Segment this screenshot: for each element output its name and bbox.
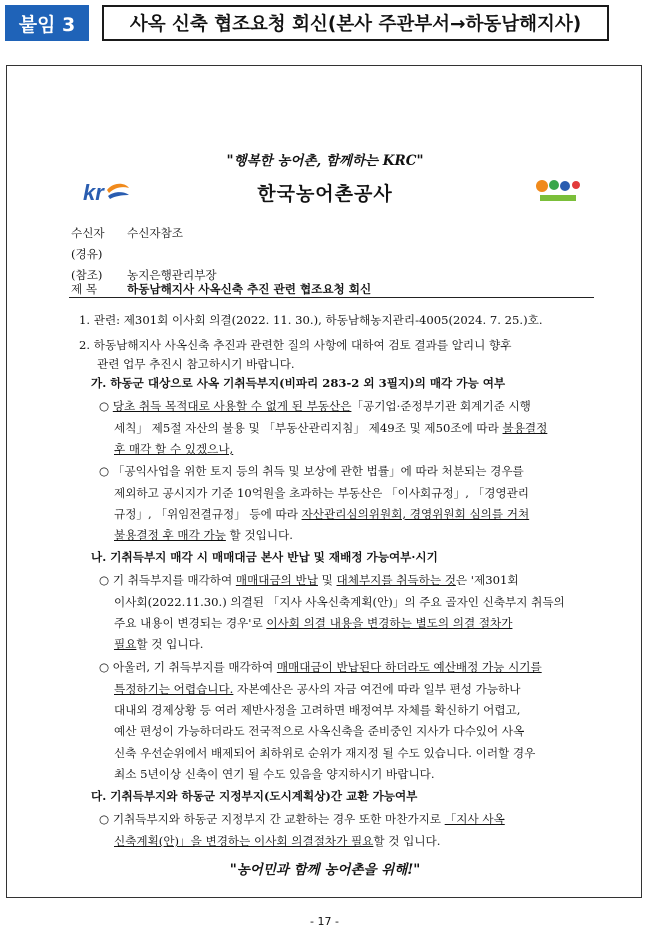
a2-line-1: [99, 464, 524, 478]
bullet-icon: ○: [99, 573, 110, 587]
a2-line-3: [114, 507, 529, 521]
a2-line-3-text: 규정」, 「위임전결규정」 등에 따라: [114, 507, 302, 521]
a2-line-4-underlined: 불용결정 후 매각 가능: [114, 528, 226, 542]
a2-line-3-underlined: 자산관리심의위원회, 경영위원회 심의를 거쳐: [301, 507, 530, 521]
subject-row: [71, 282, 371, 296]
page-number: - 17 -: [310, 915, 339, 928]
organization-name: 한국농어촌공사: [257, 183, 393, 205]
slogan-top: "행복한 농어촌, 함께하는 KRC": [226, 153, 424, 169]
recipient-value: 수신자참조: [127, 226, 183, 240]
a1-line-1-rest: 「공기업·준정부기관 회계기준 시행: [351, 399, 531, 413]
appendix-badge: 붙임 3: [5, 5, 89, 41]
reference-value: 농지은행관리부장: [127, 268, 217, 282]
section-a-heading: 가. 하동군 대상으로 사옥 기취득부지(비파리 283-2 외 3필지)의 매각 가능 여부: [91, 376, 506, 390]
b2-line-1-underlined: 매매대금이 반납된다 하더라도 예산배정 가능 시기를: [276, 660, 542, 674]
b1-line-1-underlined-1: 매매대금의 반납: [235, 573, 318, 587]
b2-line-6: 최소 5년이상 신축이 연기 될 수도 있음을 양지하시기 바랍니다.: [114, 767, 435, 781]
reference-label: (참조): [71, 268, 103, 282]
b1-line-1-rest: 은 '제301회: [455, 573, 519, 587]
c1-line-1-underlined: 「지사 사옥: [444, 812, 505, 826]
b2-line-2-underlined: 특정하기는 어렵습니다.: [114, 682, 234, 696]
b1-line-4-rest: 할 것 입니다.: [136, 637, 204, 651]
b1-line-1-mid: 및: [317, 573, 337, 587]
section-c-heading: 다. 기취득부지와 하동군 지정부지(도시계획상)간 교환 가능여부: [91, 789, 418, 803]
b2-line-4: 예산 편성이 가능하더라도 전국적으로 사옥신축을 준비중인 지사가 다수있어 사옥: [114, 724, 525, 738]
b1-line-1-text: 기 취득부지를 매각하여: [112, 573, 236, 587]
b2-line-1: [99, 660, 542, 674]
green-rural-logo: [532, 176, 584, 206]
b1-line-4: [114, 637, 203, 651]
b2-line-2-rest: 자본예산은 공사의 자금 여건에 따라 일부 편성 가능하나: [233, 682, 521, 696]
bullet-icon: ○: [99, 399, 110, 413]
b1-line-2: 이사회(2022.11.30.) 의결된 「지사 사옥신축계획(안)」의 주요 골자인 신축부지 취득의: [114, 595, 565, 609]
c1-line-2: [114, 834, 440, 848]
bullet-icon: ○: [99, 660, 110, 674]
b2-line-5: 신축 우선순위에서 배제되어 최하위로 순위가 재지정 될 수도 있습니다. 이러할 경우: [114, 746, 536, 760]
svg-text:kr: kr: [83, 180, 104, 205]
item-1: 1. 관련: 제301회 이사회 의결(2022. 11. 30.), 하동남해농지관리-4005(2024. 7. 25.)호.: [79, 313, 543, 327]
subject-label: 제 목: [71, 282, 98, 296]
bullet-icon: ○: [99, 464, 110, 478]
b1-line-3-underlined: 이사회 의결 내용을 변경하는 별도의 의결 절차가: [266, 616, 513, 630]
a2-line-2: 제외하고 공시지가 기준 10억원을 초과하는 부동산은 「이사회규정」, 「경영관리: [114, 486, 530, 500]
b2-line-2: [114, 682, 520, 696]
item-2-line-2: 관련 업무 추진시 참고하시기 바랍니다.: [97, 357, 295, 371]
a1-line-2: [114, 421, 547, 435]
bullet-icon: ○: [99, 812, 110, 826]
a1-line-3: 후 매각 할 수 있겠으나,: [114, 442, 234, 456]
b1-line-4-underlined: 필요: [114, 637, 137, 651]
subject-value: 하동남해지사 사옥신축 추진 관련 협조요청 회신: [127, 282, 372, 296]
via-row: (경유): [71, 247, 103, 261]
scanned-document: [6, 65, 642, 898]
a1-line-2-text: 세칙」 제5절 자산의 불용 및 「부동산관리지침」 제49조 및 제50조에 따라: [114, 421, 503, 435]
page-title: 사옥 신축 협조요청 회신(본사 주관부서→하동남해지사): [102, 5, 609, 41]
a2-line-4-rest: 할 것입니다.: [225, 528, 293, 542]
recipient-label: 수신자: [71, 226, 105, 240]
section-b-heading: 나. 기취득부지 매각 시 매매대금 본사 반납 및 재배정 가능여부·시기: [91, 550, 438, 564]
c1-line-2-rest: 할 것 입니다.: [373, 834, 441, 848]
a2-line-4: [114, 528, 293, 542]
item-2-line-1: 2. 하동남해지사 사옥신축 추진과 관련한 질의 사항에 대하여 검토 결과를 알리니 향후: [79, 338, 512, 352]
b1-line-1: [99, 573, 519, 587]
b2-line-3: 대내외 경제상황 등 여러 제반사정을 고려하면 배정여부 자체를 확신하기 어렵고,: [114, 703, 521, 717]
subject-divider: [69, 297, 594, 298]
c1-line-1: [99, 812, 505, 826]
a1-line-1: [99, 399, 531, 413]
b1-line-1-underlined-2: 대체부지를 취득하는 것: [336, 573, 456, 587]
b1-line-3-text: 주요 내용이 변경되는 경우'로: [114, 616, 267, 630]
recipient-row: [71, 226, 183, 240]
c1-line-1-text: 기취득부지와 하동군 지정부지 간 교환하는 경우 또한 마찬가지로: [112, 812, 445, 826]
a2-line-1-text: 「공익사업을 위한 토지 등의 취득 및 보상에 관한 법률」에 따라 처분되는 경우를: [112, 464, 524, 478]
b1-line-3: [114, 616, 512, 630]
slogan-bottom: "농어민과 함께 농어촌을 위해!": [229, 862, 421, 878]
c1-line-2-underlined: 신축계획(안)」을 변경하는 이사회 의결절차가 필요: [114, 834, 374, 848]
b2-line-1-text: 아울러, 기 취득부지를 매각하여: [112, 660, 277, 674]
reference-row: [71, 268, 217, 282]
a1-line-1-underlined: 당초 취득 목적대로 사용할 수 없게 된 부동산은: [112, 399, 352, 413]
a1-line-2-underlined: 불용결정: [502, 421, 548, 435]
